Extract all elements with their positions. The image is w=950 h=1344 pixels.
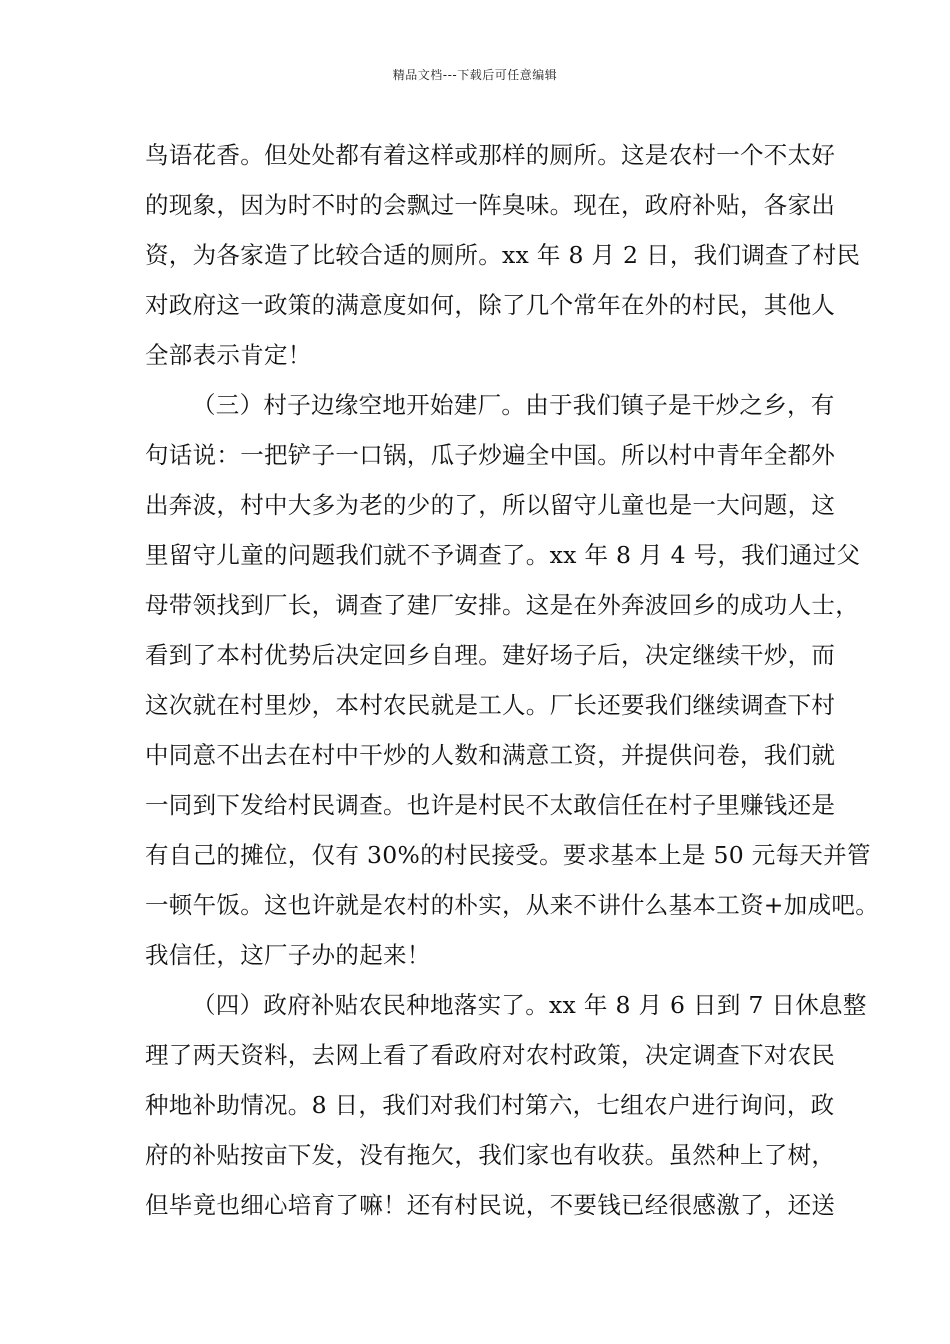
text-line: 但毕竟也细心培育了嘛！还有村民说，不要钱已经很感激了，还送: [145, 1191, 836, 1219]
text-line: 鸟语花香。但处处都有着这样或那样的厕所。这是农村一个不太好: [145, 141, 836, 169]
text-line: 府的补贴按亩下发，没有拖欠，我们家也有收获。虽然种上了树，: [145, 1141, 836, 1169]
text-line: 的现象，因为时不时的会飘过一阵臭味。现在，政府补贴，各家出: [145, 191, 836, 219]
section-three-heading-line: （三）村子边缘空地开始建厂。由于我们镇子是干炒之乡，有: [192, 391, 835, 419]
page-header: 精品文档---下载后可任意编辑: [392, 68, 558, 82]
section-four-heading-line: （四）政府补贴农民种地落实了。xx 年 8 月 6 日到 7 日休息整: [192, 991, 867, 1019]
text-line: 出奔波，村中大多为老的少的了，所以留守儿童也是一大问题，这: [145, 491, 836, 519]
text-line: 种地补助情况。8 日，我们对我们村第六，七组农户进行询问，政: [145, 1091, 835, 1119]
text-line: 全部表示肯定！: [145, 341, 312, 369]
text-line: 看到了本村优势后决定回乡自理。建好场子后，决定继续干炒，而: [145, 641, 836, 669]
text-line: 资，为各家造了比较合适的厕所。xx 年 8 月 2 日，我们调查了村民: [145, 241, 861, 269]
document-body: [145, 130, 879, 1230]
text-line: 这次就在村里炒，本村农民就是工人。厂长还要我们继续调查下村: [145, 691, 836, 719]
text-line: 一顿午饭。这也许就是农村的朴实，从来不讲什么基本工资+加成吧。: [145, 891, 879, 919]
text-line: 我信任，这厂子办的起来！: [145, 941, 431, 969]
text-line: 母带领找到厂长，调查了建厂安排。这是在外奔波回乡的成功人士，: [145, 591, 859, 619]
text-line: 里留守儿童的问题我们就不予调查了。xx 年 8 月 4 号，我们通过父: [145, 541, 861, 569]
text-line: 理了两天资料，去网上看了看政府对农村政策，决定调查下对农民: [145, 1041, 836, 1069]
text-line: 中同意不出去在村中干炒的人数和满意工资，并提供问卷，我们就: [145, 741, 836, 769]
text-line: 句话说：一把铲子一口锅，瓜子炒遍全中国。所以村中青年全都外: [145, 441, 836, 469]
text-line: 对政府这一政策的满意度如何，除了几个常年在外的村民，其他人: [145, 291, 836, 319]
text-line: 一同到下发给村民调查。也许是村民不太敢信任在村子里赚钱还是: [145, 791, 836, 819]
text-line: 有自己的摊位，仅有 30%的村民接受。要求基本上是 50 元每天并管: [145, 841, 871, 869]
